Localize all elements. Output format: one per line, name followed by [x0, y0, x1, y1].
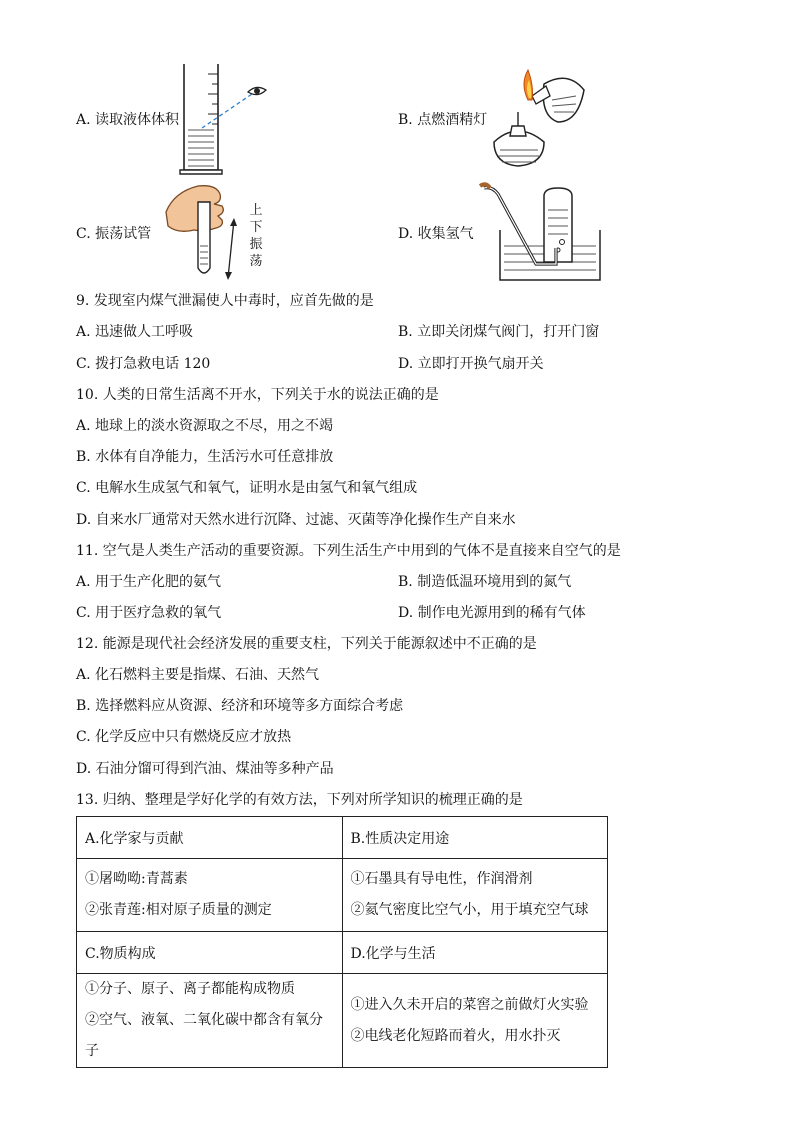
q8-option-a[interactable]: A. 读取液体体积: [76, 112, 180, 128]
q9-option-c[interactable]: C. 拨打急救电话 120: [76, 356, 211, 372]
q11-stem: 11. 空气是人类生产活动的重要资源。下列生活生产中用到的气体不是直接来自空气的是: [76, 543, 621, 559]
shake-label: [248, 202, 264, 270]
q13-b-item-2: ②氦气密度比空气小，用于填充空气球: [350, 902, 589, 918]
q13-option-c-heading[interactable]: C.物质构成: [77, 932, 343, 974]
q13-option-b-heading[interactable]: B.性质决定用途: [342, 817, 608, 859]
q13-b-item-1: ①石墨具有导电性，作润滑剂: [350, 871, 533, 887]
alcohol-lamp-figure: [488, 64, 598, 172]
q13-options-table: [76, 816, 608, 1068]
q13-d-item-1: ①进入久未开启的菜窖之前做灯火实验: [350, 996, 589, 1013]
q13-option-b-content: [342, 859, 608, 932]
q10-option-a[interactable]: A. 地球上的淡水资源取之不尽，用之不竭: [76, 418, 334, 434]
q13-a-item-1: ①屠呦呦:青蒿素: [85, 871, 188, 887]
q13-stem: 13. 归纳、整理是学好化学的有效方法，下列对所学知识的梳理正确的是: [76, 792, 523, 808]
q13-c-item-1: ①分子、原子、离子都能构成物质: [85, 981, 295, 997]
q13-option-c-content: [77, 974, 343, 1068]
q10-option-c[interactable]: C. 电解水生成氢气和氧气，证明水是由氢气和氧气组成: [76, 480, 418, 496]
shake-label-char-2: 下: [249, 220, 263, 235]
q9-option-a[interactable]: A. 迅速做人工呼吸: [76, 324, 194, 340]
q11-option-a[interactable]: A. 用于生产化肥的氨气: [76, 574, 222, 590]
q12-option-a[interactable]: A. 化石燃料主要是指煤、石油、天然气: [76, 667, 320, 683]
shake-label-char-3: 振: [249, 237, 263, 252]
q11-option-c[interactable]: C. 用于医疗急救的氧气: [76, 605, 222, 621]
q8-option-d[interactable]: D. 收集氢气: [398, 226, 474, 242]
q8-option-b[interactable]: B. 点燃酒精灯: [398, 112, 488, 128]
q12-option-d[interactable]: D. 石油分馏可得到汽油、煤油等多种产品: [76, 761, 334, 777]
q13-option-d-heading[interactable]: D.化学与生活: [342, 932, 608, 974]
gas-collection-figure: [478, 182, 603, 282]
q12-stem: 12. 能源是现代社会经济发展的重要支柱，下列关于能源叙述中不正确的是: [76, 636, 537, 652]
q13-option-d-content: [342, 974, 608, 1068]
q12-option-c[interactable]: C. 化学反应中只有燃烧反应才放热: [76, 729, 292, 745]
shake-label-char-1: 上: [249, 203, 263, 218]
q11-option-b[interactable]: B. 制造低温环境用到的氮气: [398, 574, 572, 590]
q10-stem: 10. 人类的日常生活离不开水，下列关于水的说法正确的是: [76, 387, 439, 403]
q13-c-item-2: ②空气、液氧、二氧化碳中都含有氧分子: [85, 1012, 323, 1059]
q9-option-b[interactable]: B. 立即关闭煤气阀门，打开门窗: [398, 324, 600, 340]
q13-a-item-2: ②张青莲:相对原子质量的测定: [85, 902, 272, 918]
shaking-test-tube-figure: [164, 182, 244, 282]
shake-label-char-4: 荡: [249, 254, 263, 269]
q8-option-c[interactable]: C. 振荡试管: [76, 226, 152, 242]
q9-option-d[interactable]: D. 立即打开换气扇开关: [398, 356, 544, 372]
q9-stem: 9. 发现室内煤气泄漏使人中毒时，应首先做的是: [76, 293, 374, 309]
q11-option-d[interactable]: D. 制作电光源用到的稀有气体: [398, 605, 586, 621]
q12-option-b[interactable]: B. 选择燃料应从资源、经济和环境等多方面综合考虑: [76, 698, 404, 714]
q10-option-d[interactable]: D. 自来水厂通常对天然水进行沉降、过滤、灭菌等净化操作生产自来水: [76, 512, 516, 528]
graduated-cylinder-figure: [180, 62, 275, 177]
q13-option-a-heading[interactable]: A.化学家与贡献: [77, 817, 343, 859]
q13-option-a-content: [77, 859, 343, 932]
q10-option-b[interactable]: B. 水体有自净能力，生活污水可任意排放: [76, 449, 334, 465]
q13-d-item-2: ②电线老化短路而着火，用水扑灭: [350, 1027, 561, 1044]
